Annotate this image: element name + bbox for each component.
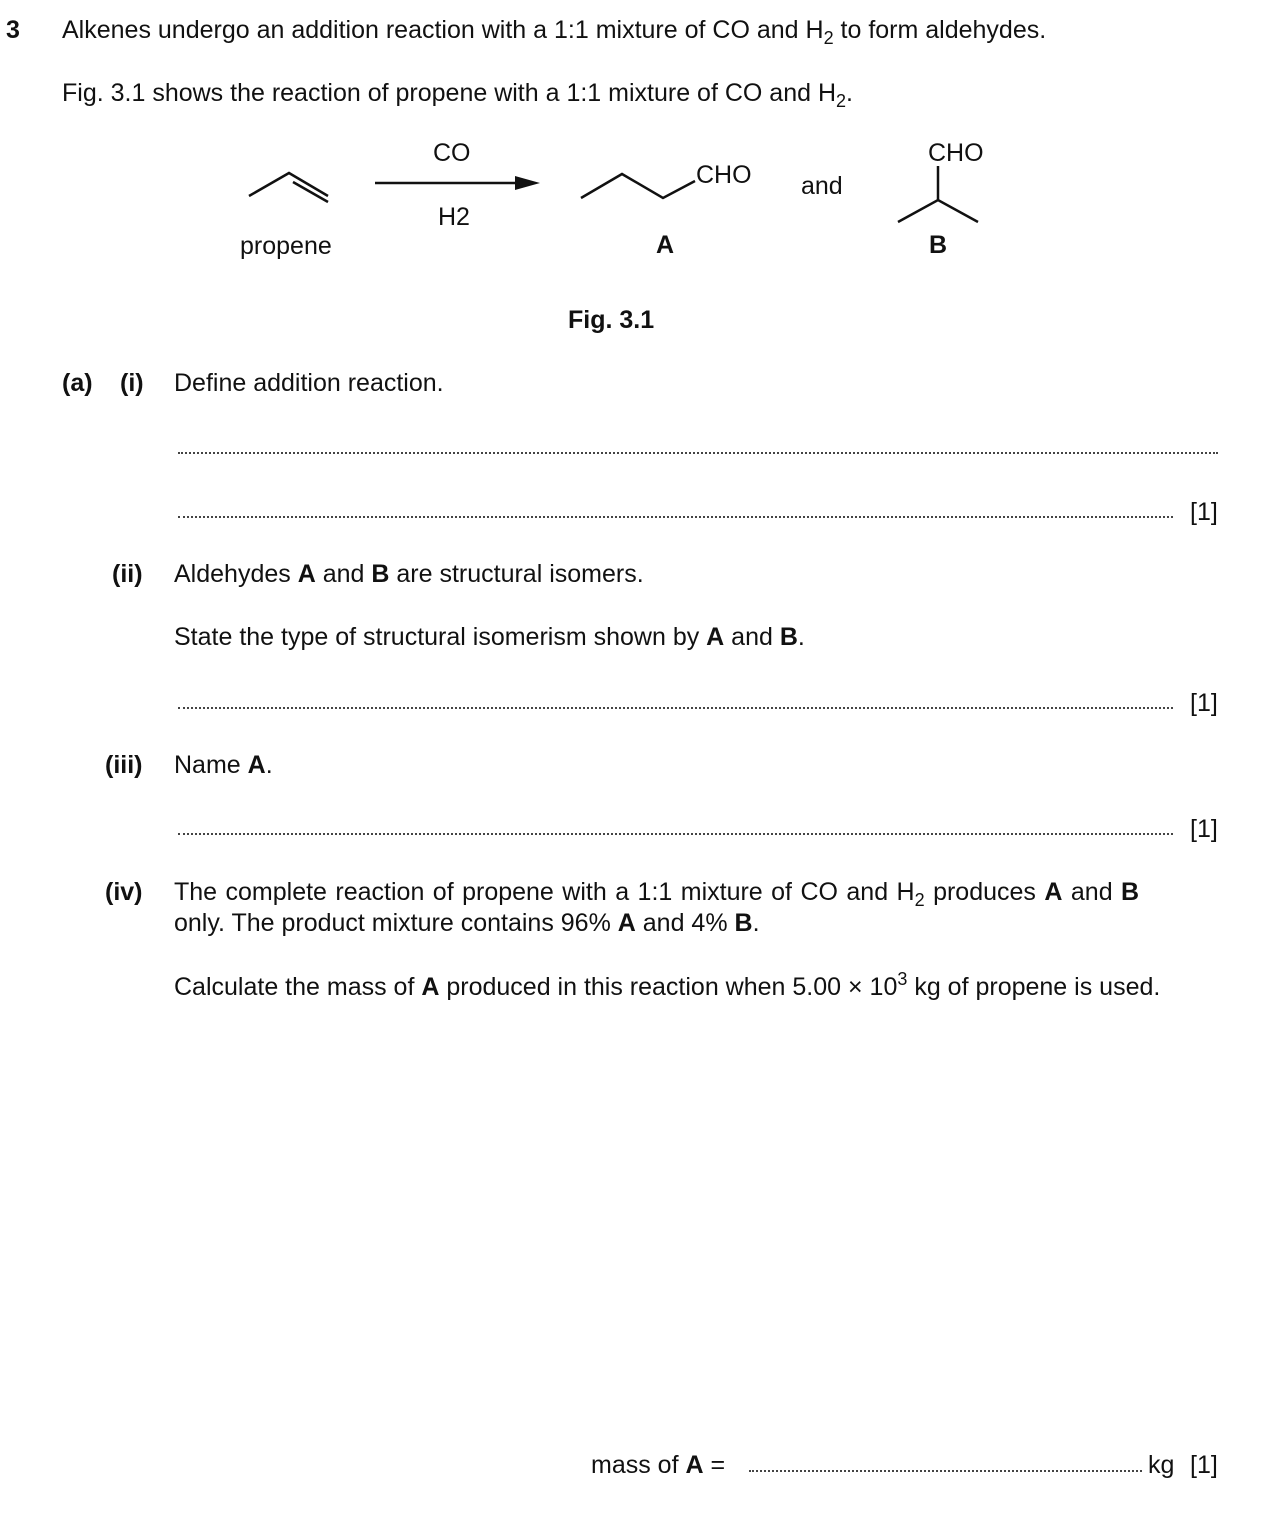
part-i-label: (i) [120,369,144,397]
fig-intro-text: Fig. 3.1 shows the reaction of propene with a 1:1 mixture of CO and $H_2$. [62,79,853,111]
marks-iii: [1] [1190,815,1218,843]
label-a: A [656,231,675,259]
marks-iv: [1] [1190,1451,1218,1479]
intro-text: Alkenes undergo an addition reaction with a 1:1 mixture of CO and $H_2$ to form aldehydes. [62,16,1047,48]
marks-ii: [1] [1190,689,1218,717]
part-a-label: (a) [62,369,93,397]
reagent-co: CO [433,139,471,167]
cho-a: CHO [696,161,752,189]
unit-kg: kg [1148,1451,1175,1479]
propene-skeleton [249,173,328,196]
and-label: and [801,172,843,200]
part-iv-line2: only. The product mixture contains 96% A and 4% B. [174,909,760,937]
answer-line-iv[interactable] [749,1470,1142,1472]
answer-label: mass of A = [591,1451,726,1479]
part-ii-question: State the type of structural isomerism shown by A and B. [174,623,805,651]
part-ii-statement: Aldehydes A and B are structural isomers. [174,560,644,588]
arrow-head [515,176,540,190]
answer-line-iii[interactable] [178,833,1173,835]
reagent-h2: H2 [438,203,470,231]
part-iii-question: Name A. [174,751,273,779]
part-i-question: Define addition reaction. [174,369,444,397]
answer-line-i-2[interactable] [178,516,1173,518]
part-ii-label: (ii) [112,560,143,588]
aldehyde-a-skeleton [581,174,695,198]
aldehyde-b-skeleton [898,200,978,222]
figure-caption: Fig. 3.1 [568,306,655,334]
part-iii-label: (iii) [105,751,143,779]
question-number: 3 [6,16,20,44]
marks-i: [1] [1190,498,1218,526]
reaction-scheme [0,0,1264,300]
answer-line-i-1[interactable] [178,452,1218,454]
part-iv-line1: The complete reaction of propene with a 1:1 mixture of CO and $H_2$ produces A and B [174,878,1140,910]
propene-label: propene [240,232,332,260]
label-b: B [929,231,948,259]
part-iv-question: Calculate the mass of A produced in this reaction when $5.00 \times 10^3$ kg of propene is used. [174,969,1161,1001]
answer-line-ii[interactable] [178,707,1173,709]
cho-b: CHO [928,139,984,167]
part-iv-label: (iv) [105,878,143,906]
